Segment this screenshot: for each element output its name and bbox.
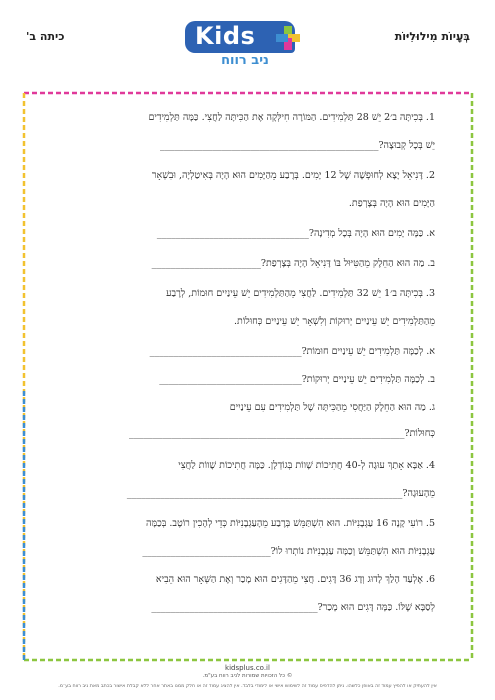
footer-note: אין להעתיק או להפיץ עמוד זה באופן כלשהו. ניתן להדפיס עמוד זה לשימוש אישי או לימודי בלבד. אין להציג עמוד זה או חלק ממנו באתר אחר ללא קבלת אישור בכתב מאת ניב רווח בע"מ. xyxy=(58,684,437,689)
question-1-line-1: 1. בְּכִיתָּה ב׳2 יֵשׁ 28 תַּלְמִידִים. הַמּוֹרָה חִילְּקָה אֶת הַכִּיתָּה לַחֲצִי. כַּמָּה תַּלְמִידִים xyxy=(148,112,435,123)
question-2b: ב. מַה הוּא הַחֵלֶק מֵהַטִּיּוּל בּוֹ דָּנִיאֵל הָיָה בְּצָרְפַת?_______________________ xyxy=(151,258,435,269)
logo-subtext: ניב רווח xyxy=(221,53,269,68)
question-3a: א. לְכַמָּה תַּלְמִידִים יֵשׁ עֵינַיִים חוּמוֹת?________________________________ xyxy=(149,346,435,357)
plus-icon xyxy=(275,25,301,51)
question-1-line-2: יֵשׁ בְּכָל קְבוּצָה?______________________________________________ xyxy=(159,140,435,151)
question-2-line-1: 2. דָּנִיאֵל יָצָא לְחוּפְשָׁה שֶׁל 12 יָמִים. בְּרֶבַע מֵהַיָּמִים הוּא הָיָה בְּאִיטַלְיָה, וּבִשְׁאָר xyxy=(151,170,435,181)
question-4-line-2: מֵהָעוּגָה?__________________________________________________________ xyxy=(126,488,435,499)
question-3-line-1: 3. בְּכִיתָּה ב׳1 יֵשׁ 32 תַּלְמִידִים. לַחֲצִי מֵהַתַּלְמִידִים יֵשׁ עֵינַיִים חוּמוֹת, לְרֶבַע xyxy=(166,288,435,299)
question-2a: א. כַּמָּה יָמִים הוּא הָיָה בְּכָל מְדִינָה?________________________________ xyxy=(156,228,435,239)
question-5-line-2: עַגְבָנִיּוֹת הוּא הִשְׁתַּמֵּשׁ וְכַמָּה עַגְבָנִיּוֹת נוֹתְרוּ לוֹ?___________________________ xyxy=(142,546,435,557)
question-4-line-1: 4. אַבָּא אָתַךְ עוּגָה לְ-40 חֲתִיכוֹת שָׁווֹת בְּגוֹדְלָן. כַּמָּה חֲתִיכוֹת שָׁווֹת לַחֲצִי xyxy=(178,460,435,471)
question-3b: ב. לְכַמָּה תַּלְמִידִים יֵשׁ עֵינַיִים יְרוּקוֹת?______________________________ xyxy=(159,374,435,385)
question-3c-line-2: כְּחוּלוֹת?__________________________________________________________ xyxy=(129,428,435,439)
logo-text: Kids xyxy=(195,22,256,50)
question-3c-line-1: ג. מַה הוּא הַחֵלֶק הַיַּחֲסִי מֵהַכִּיתָּה שֶׁל תַּלְמִידִים עִם עֵינַיִים xyxy=(229,402,435,413)
question-2-line-2: הַיָּמִים הוּא הָיָה בְּצָרְפַת. xyxy=(348,198,435,209)
footer-url: kidsplus.co.il xyxy=(225,664,270,672)
question-6-line-1: 6. אֶלְעַד הָלַךְ לָדוּג וְדָג 36 דָּגִים. חֲצִי מֵהַדָּגִים הוּא מָכַר וְאֶת הַשְּׁאָר הוּא הֵבִיא xyxy=(155,574,435,585)
question-3-line-2: מֵהַתַּלְמִידִים יֵשׁ עֵינַיִים יְרוּקוֹת וְלִשְׁאָר יֵשׁ עֵינַיִים כְּחוּלוֹת. xyxy=(234,316,435,327)
question-6-line-2: לְסַבָּא שֶׁלּוֹ. כַּמָּה דָּגִים הוּא מָכַר?___________________________________ xyxy=(151,602,435,613)
page-title: בְּעָיוֹת מִילוּלִיּוֹת xyxy=(394,30,470,43)
grade-label: כיתה ב' xyxy=(26,30,65,43)
kids-logo xyxy=(185,21,305,73)
question-5-line-1: 5. רוֹעִי קָנָה 16 עַגְבָנִיּוֹת. הוּא הִשְׁתַּמֵּשׁ בְּרֶבַע מֵהָעַגְבָנִיּוֹת כְּדֵי לְהָכִין רוֹטֶב. בְּכַמָּה xyxy=(146,518,435,529)
footer-copyright: © כל הזכויות שמורות לניב רווח בע"מ. xyxy=(202,673,293,679)
